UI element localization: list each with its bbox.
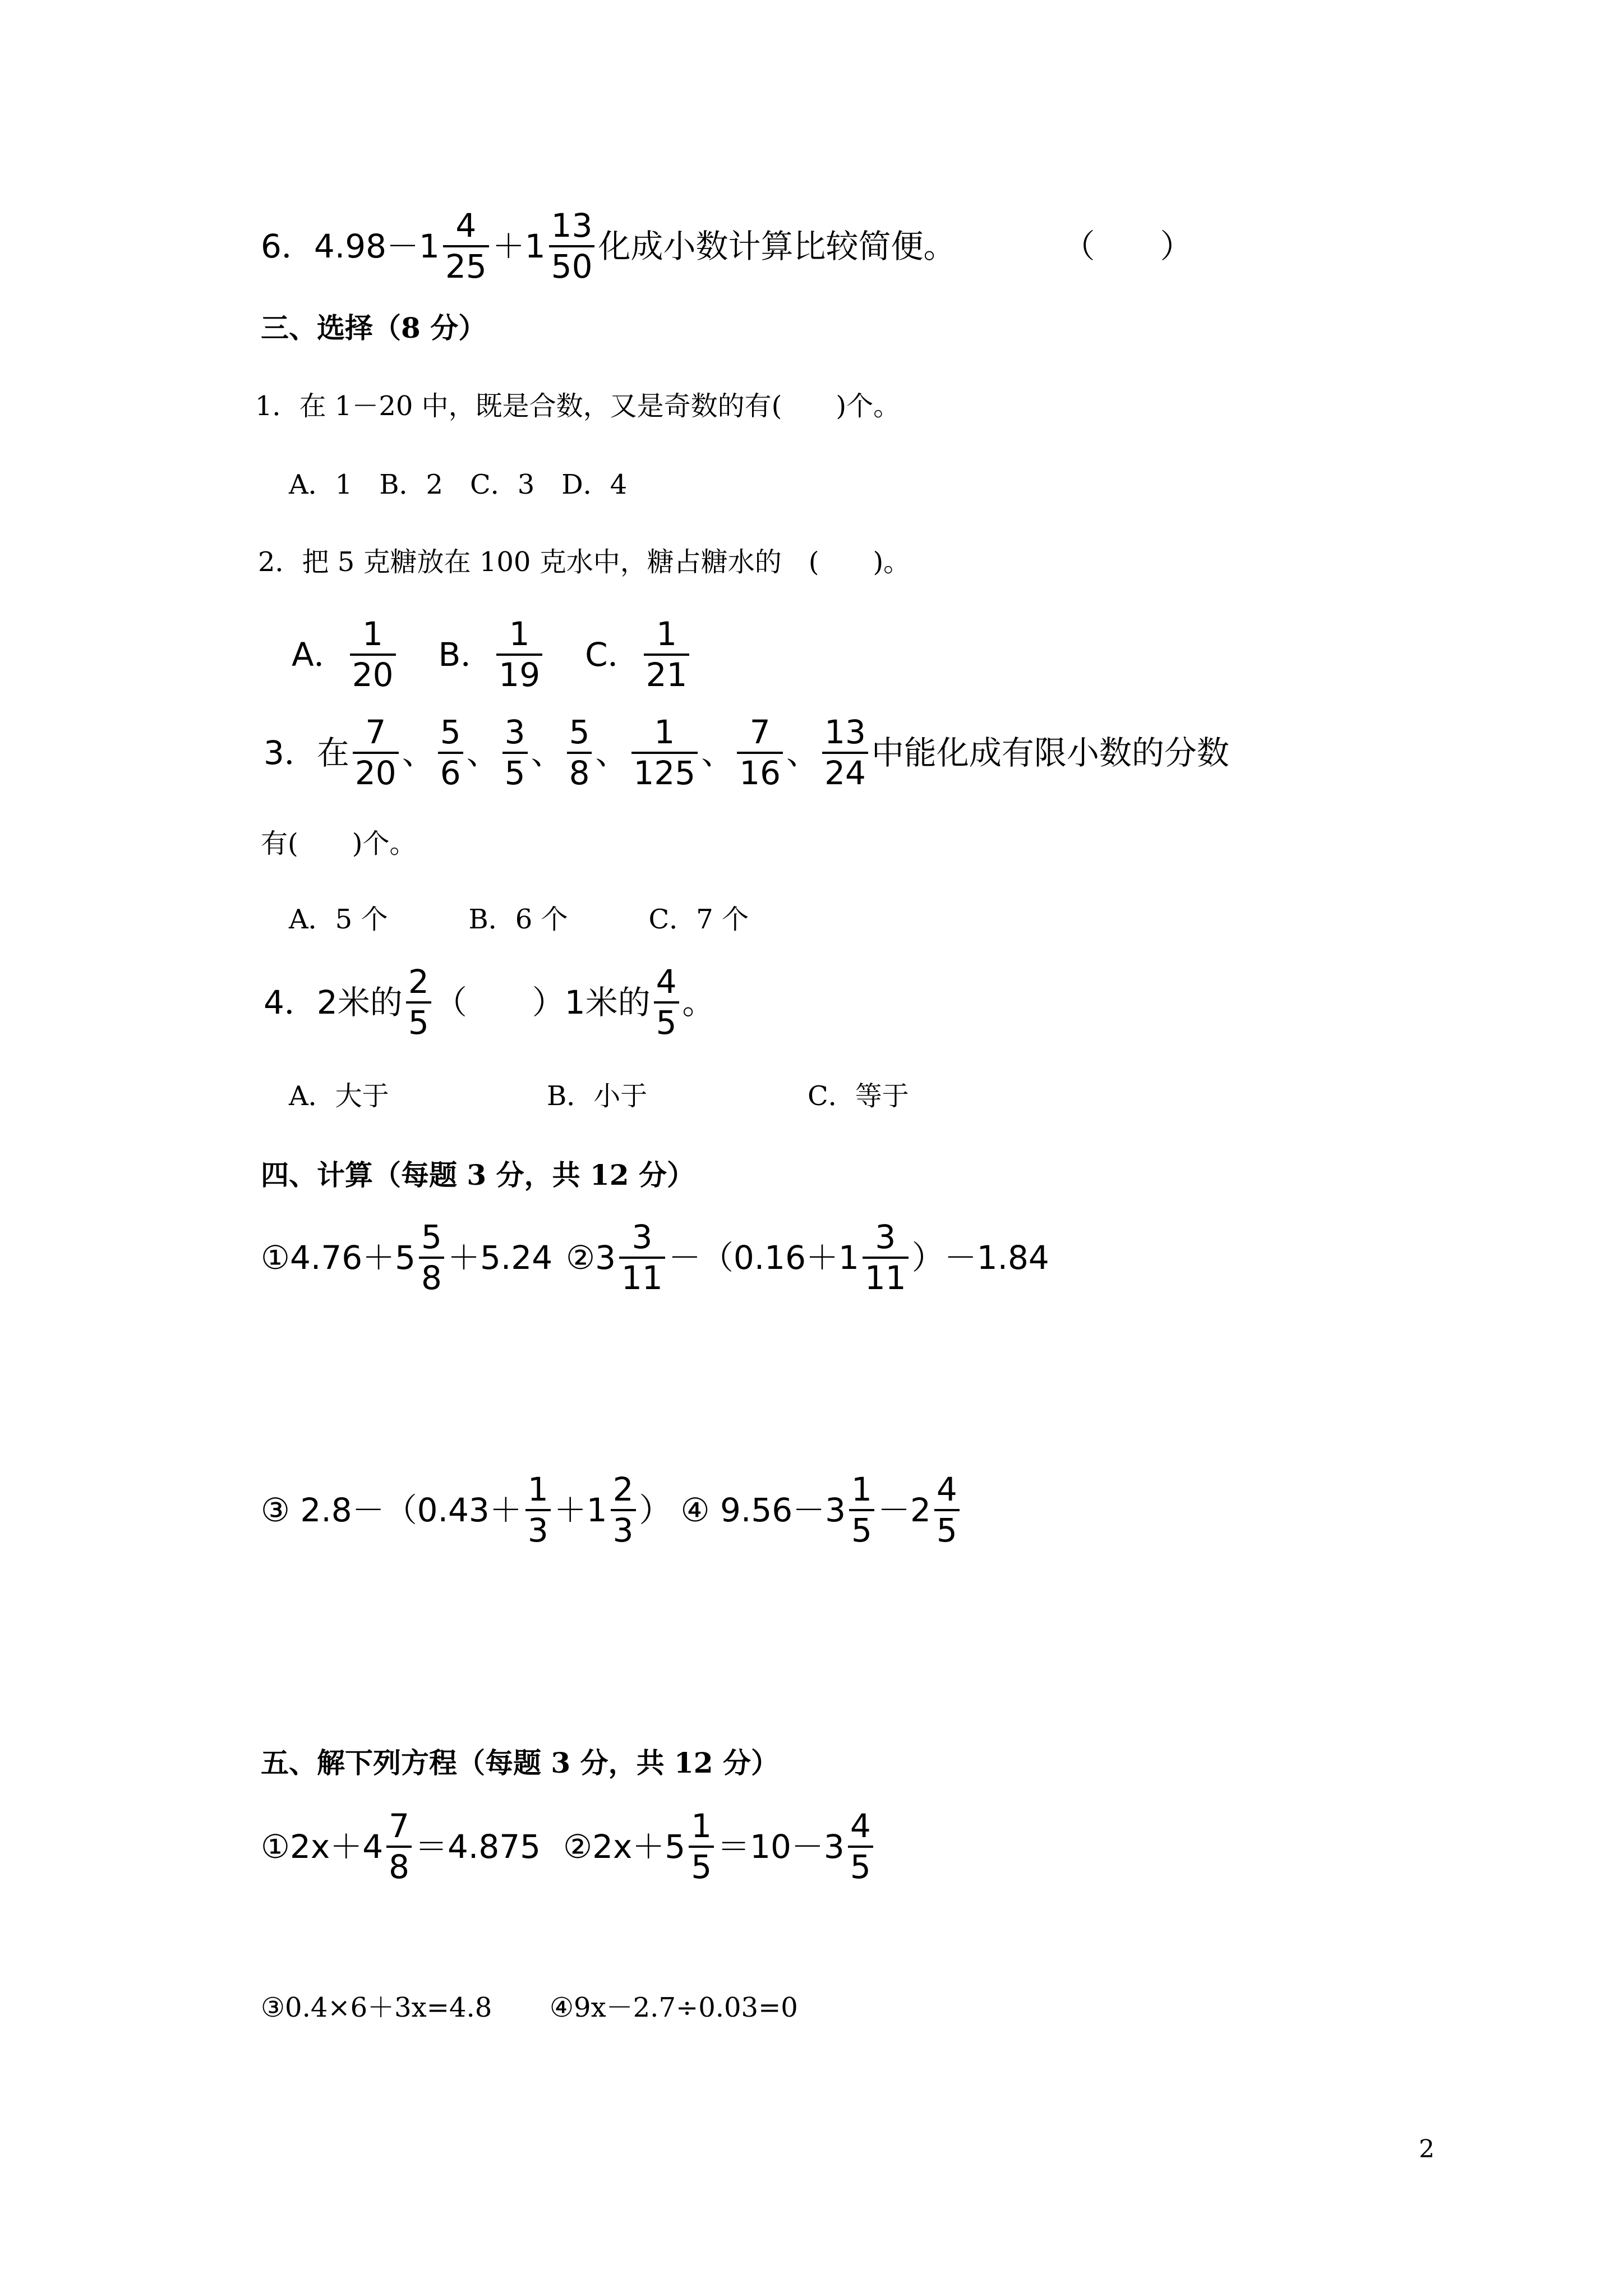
q4-prefix: 4．2米的 [264,983,403,1022]
q6-answer-paren: （ ） [1062,227,1193,265]
calc-1-prefix: ①4.76＋5 [261,1238,416,1277]
s3-question-1: 1．在 1－20 中，既是合数，又是奇数的有( )个。 [255,390,901,422]
s3-question-4 [264,965,715,1040]
calc-2-fraction-1: $\frac{3}{11}$ [619,1220,665,1295]
calc-4-middle: －2 [877,1490,931,1529]
separator: 、 [786,733,819,772]
calc-1-suffix: ＋5.24 [447,1238,553,1277]
calc-2-prefix: ②3 [566,1238,616,1277]
equation-1-suffix: ＝4.875 [415,1827,541,1866]
calc-row-2 [261,1470,963,1549]
q3-fraction: $\frac{5}{6}$ [438,715,463,790]
option-a-label: A． [292,635,347,674]
equation-1-fraction: $\frac{7}{8}$ [386,1809,412,1884]
equation-2-fraction-2: $\frac{4}{5}$ [848,1809,873,1884]
q3-prefix: 3．在 [264,733,349,772]
q6-prefix: 6．4.98－1 [261,227,440,265]
separator: 、 [701,733,734,772]
q3-suffix: 中能化成有限小数的分数 [871,733,1229,772]
equation-2-prefix: ②2x＋5 [563,1827,686,1866]
separator: 、 [402,733,435,772]
option-c-fraction: $\frac{1}{21}$ [644,617,690,692]
equation-1-prefix: ①2x＋4 [261,1827,384,1866]
calc-2-suffix: ）－1.84 [911,1238,1049,1277]
s3-question-3 [264,715,1229,790]
equation-3: ③0.4×6＋3x=4.8 [261,1992,492,2023]
calc-3-fraction-1: $\frac{1}{3}$ [525,1473,551,1548]
s3-question-2: 2．把 5 克糖放在 100 克水中，糖占糖水的 ( )。 [258,546,911,578]
q4-fraction-1: $\frac{2}{5}$ [406,965,431,1040]
s3-question-1-options: A．1 B．2 C．3 D．4 [289,469,628,500]
s3-question-3-options: A．5 个 B．6 个 C．7 个 [289,904,749,935]
q4-option-c: C．等于 [808,1080,909,1112]
equation-4: ④9x－2.7÷0.03=0 [550,1992,798,2023]
q4-middle: （ ）1米的 [434,983,651,1022]
calc-3-suffix: ） [639,1490,672,1529]
question-6 [261,206,1193,286]
calc-1-fraction: $\frac{5}{8}$ [419,1220,444,1295]
section-3-title: 三、选择（8 分） [261,311,487,344]
separator: 、 [595,733,628,772]
q3-fraction: $\frac{7}{20}$ [353,715,399,790]
q3-fraction: $\frac{3}{5}$ [502,715,528,790]
calc-4-fraction-1: $\frac{1}{5}$ [849,1473,874,1548]
q4-option-a: A．大于 [289,1080,389,1112]
q3-fraction: $\frac{5}{8}$ [567,715,592,790]
s3-question-2-options [292,617,693,692]
calc-3-middle: ＋1 [554,1490,607,1529]
q4-fraction-2: $\frac{4}{5}$ [654,965,679,1040]
q3-fraction: $\frac{7}{16}$ [737,715,783,790]
q3-fraction: $\frac{1}{125}$ [631,715,698,790]
page-number: 2 [1419,2135,1435,2164]
q6-text: 化成小数计算比较简便。 [598,227,956,265]
option-a-fraction: $\frac{1}{20}$ [350,617,396,692]
q6-fraction-1: $\frac{4}{25}$ [443,209,489,284]
calc-3-prefix: ③ 2.8－（0.43＋ [261,1490,522,1529]
option-c-label: C． [585,635,640,674]
section-5-title: 五、解下列方程（每题 3 分，共 12 分） [261,1746,779,1779]
option-b-label: B． [438,635,494,674]
s3-question-3-line-2: 有( )个。 [261,828,417,859]
calc-4-prefix: ④ 9.56－3 [680,1490,846,1529]
separator: 、 [531,733,564,772]
section-4-title: 四、计算（每题 3 分，共 12 分） [261,1158,695,1191]
equation-row-1 [261,1809,877,1884]
calc-2-fraction-2: $\frac{3}{11}$ [863,1220,909,1295]
separator: 、 [466,733,499,772]
q4-end: 。 [682,983,715,1022]
q6-fraction-2: $\frac{13}{50}$ [549,209,595,284]
calc-3-fraction-2: $\frac{2}{3}$ [611,1473,636,1548]
equation-2-middle: ＝10－3 [717,1827,845,1866]
q3-fraction: $\frac{13}{24}$ [822,715,868,790]
calc-2-middle: －（0.16＋1 [668,1238,859,1277]
q4-option-b: B．小于 [547,1080,648,1112]
calc-row-1 [261,1220,1049,1295]
calc-4-fraction-2: $\frac{4}{5}$ [934,1473,960,1548]
q6-plus: ＋1 [492,227,546,265]
option-b-fraction: $\frac{1}{19}$ [496,617,542,692]
equation-2-fraction-1: $\frac{1}{5}$ [689,1809,714,1884]
